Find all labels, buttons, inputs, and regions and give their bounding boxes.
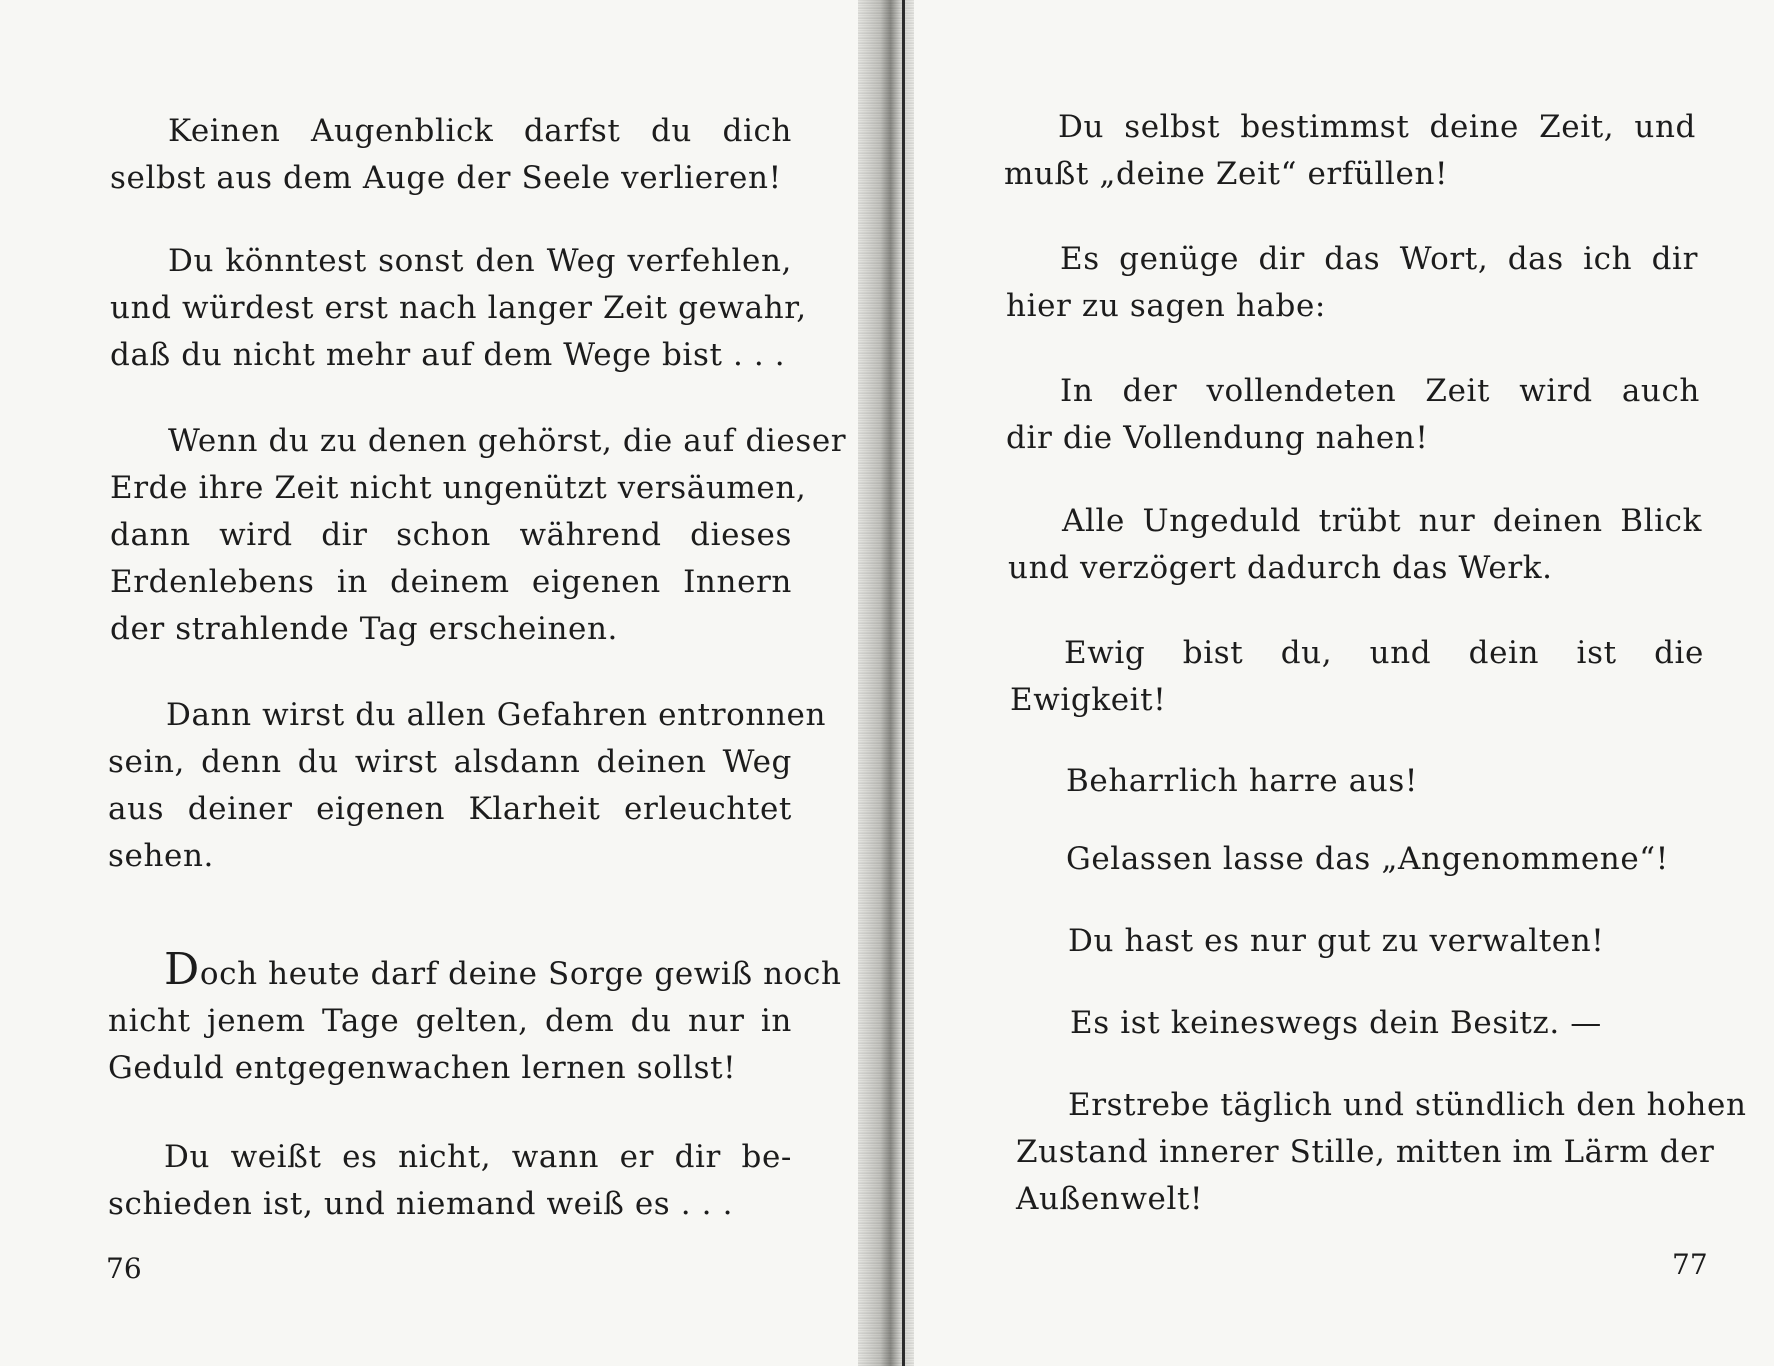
text-line: mußt „deine Zeit“ erfüllen! [1004, 156, 1449, 192]
left-page [0, 0, 870, 1366]
text-line: Es genüge dir das Wort, das ich dir [1060, 241, 1698, 277]
right-paragraph-8 [1068, 918, 1708, 965]
text-line: Du weißt es nicht, wann er dir be- [164, 1139, 792, 1175]
text-line: Erstrebe täglich und stündlich den hohen [1068, 1087, 1747, 1123]
text-fragment: och heute darf deine Sorge gewiß noch [199, 956, 842, 992]
right-paragraph-6 [1066, 758, 1706, 805]
text-line: nicht jenem Tage gelten, dem du nur in [108, 1003, 792, 1039]
text-line: Keinen Augenblick darfst du dich [168, 113, 792, 149]
right-paragraph-2 [1006, 236, 1698, 330]
right-paragraph-9 [1070, 1000, 1710, 1047]
text-line: Ewig bist du, und dein ist die [1064, 635, 1704, 671]
right-paragraph-5 [1010, 630, 1704, 724]
text-line: Alle Ungeduld trübt nur deinen Blick [1062, 503, 1702, 539]
right-paragraph-10 [1016, 1082, 1747, 1223]
text-line: Ewigkeit! [1010, 682, 1167, 718]
text-line: Wenn du zu denen gehörst, die auf dieser [168, 423, 847, 459]
left-paragraph-4 [108, 692, 827, 880]
left-paragraph-3 [110, 418, 847, 653]
left-paragraph-1 [110, 108, 792, 202]
text-line: Dann wirst du allen Gefahren entronnen [166, 697, 827, 733]
drop-cap: D [164, 944, 200, 995]
text-line: Du könntest sonst den Weg verfehlen, [168, 243, 792, 279]
text-line: Du selbst bestimmst deine Zeit, und [1058, 109, 1696, 145]
text-line: dir die Vollendung nahen! [1006, 420, 1429, 456]
text-line: aus deiner eigenen Klarheit erleuchtet [108, 791, 792, 827]
right-paragraph-3 [1006, 368, 1700, 462]
text-line: sehen. [108, 838, 214, 874]
text-line: Es ist keineswegs dein Besitz. — [1070, 1005, 1602, 1041]
left-paragraph-5 [108, 944, 842, 1092]
book-gutter [858, 0, 914, 1366]
right-page [912, 0, 1774, 1366]
text-line: Du hast es nur gut zu verwalten! [1068, 923, 1605, 959]
text-line: Geduld entgegenwachen lernen sollst! [108, 1050, 737, 1086]
text-line: selbst aus dem Auge der Seele verlieren! [110, 160, 782, 196]
text-line: sein, denn du wirst alsdann deinen Weg [108, 744, 792, 780]
text-line: schieden ist, und niemand weiß es . . . [108, 1186, 734, 1222]
left-paragraph-6 [108, 1134, 792, 1228]
text-line: dann wird dir schon während dieses [110, 517, 792, 553]
left-paragraph-2 [110, 238, 807, 379]
text-line: Zustand innerer Stille, mitten im Lärm der [1016, 1134, 1715, 1170]
text-line: Beharrlich harre aus! [1066, 763, 1418, 799]
text-line: der strahlende Tag erscheinen. [110, 611, 619, 647]
right-paragraph-7 [1066, 836, 1706, 883]
text-line: Außenwelt! [1016, 1181, 1204, 1217]
text-line: und verzögert dadurch das Werk. [1008, 550, 1553, 586]
text-line: Erdenlebens in deinem eigenen Innern [110, 564, 792, 600]
text-line: und würdest erst nach langer Zeit gewahr, [110, 290, 807, 326]
page-number-left: 76 [106, 1252, 142, 1285]
right-paragraph-4 [1008, 498, 1702, 592]
gutter-line [902, 0, 905, 1366]
text-line [108, 944, 842, 998]
page-number-right: 77 [1672, 1248, 1708, 1281]
text-line: daß du nicht mehr auf dem Wege bist . . . [110, 337, 786, 373]
text-line: In der vollendeten Zeit wird auch [1060, 373, 1700, 409]
text-line: Erde ihre Zeit nicht ungenützt versäumen, [110, 470, 807, 506]
text-line: Gelassen lasse das „Angenommene“! [1066, 841, 1669, 877]
text-line: hier zu sagen habe: [1006, 288, 1326, 324]
right-paragraph-1 [1004, 104, 1696, 198]
